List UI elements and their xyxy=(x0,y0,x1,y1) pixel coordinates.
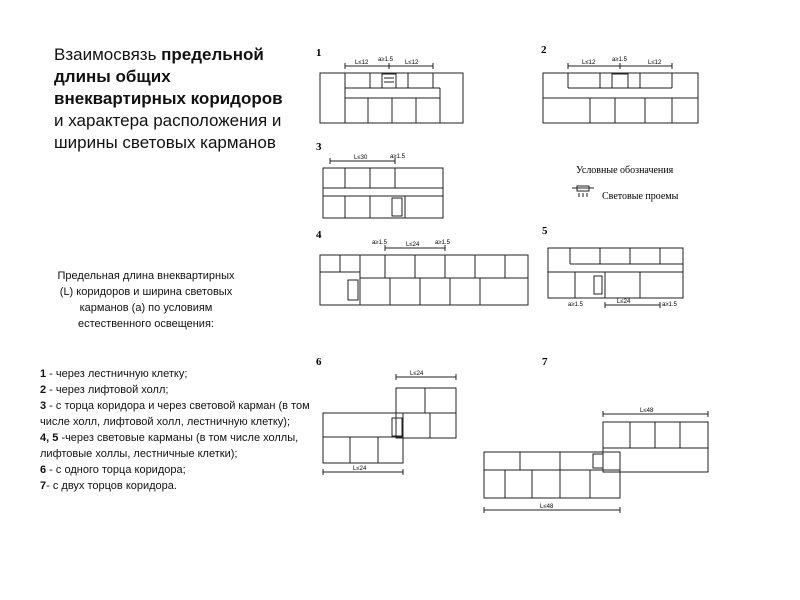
dim-label: a≥1.5 xyxy=(568,302,583,308)
dim-label: a≥1.5 xyxy=(390,154,405,160)
plan-number-3: 3 xyxy=(316,141,322,153)
plan-4 xyxy=(320,245,528,305)
legend-item-text: - через лестничную клетку; xyxy=(46,368,188,380)
dim-label: L≤24 xyxy=(406,242,420,248)
dim-label: L≤48 xyxy=(540,504,554,510)
legend-item-text: - с торца коридора и через световой карман (в том числе холл, лифтовой холл, лестничную клетку); xyxy=(40,400,310,428)
legend-item-num: 1 xyxy=(40,368,47,380)
legend-window-label: Световые проемы xyxy=(602,191,679,202)
plan-5 xyxy=(548,248,683,308)
legend-item-num: 3 xyxy=(40,400,47,412)
window-symbol-icon xyxy=(572,186,594,197)
plan-2 xyxy=(543,63,698,123)
legend-title: Условные обозначения xyxy=(576,165,674,176)
dim-label: L≤12 xyxy=(582,60,596,66)
plan-number-2: 2 xyxy=(541,44,547,56)
dim-label: L≤30 xyxy=(354,155,368,161)
legend-item-num: 7 xyxy=(40,480,47,492)
dim-label: L≤24 xyxy=(353,466,367,472)
legend-item-text: - с одного торца коридора; xyxy=(46,464,186,476)
dim-label: L≤48 xyxy=(640,408,654,414)
dim-label: a≥1.5 xyxy=(378,57,393,63)
legend-item-text: - через лифтовой холл; xyxy=(46,384,169,396)
plan-number-7: 7 xyxy=(542,356,548,368)
dim-label: L≤12 xyxy=(355,60,369,66)
legend-item-num: 4, 5 xyxy=(40,432,59,444)
plan-1 xyxy=(320,63,463,123)
title-part-1: Взаимосвязь xyxy=(54,45,162,64)
plan-number-1: 1 xyxy=(316,47,322,59)
legend-item-num: 2 xyxy=(40,384,47,396)
plan-number-5: 5 xyxy=(542,225,548,237)
plan-6 xyxy=(323,374,456,475)
title-part-3: и характера расположения и ширины световых карманов xyxy=(54,111,282,152)
dim-label: L≤12 xyxy=(648,60,662,66)
dim-label: L≤12 xyxy=(405,60,419,66)
plan-3 xyxy=(323,158,443,218)
legend-item-text: - с двух торцов коридора. xyxy=(46,480,177,492)
plan-number-4: 4 xyxy=(316,229,322,241)
title-part-2: предельной длины общих внеквартирных коридоров xyxy=(54,45,283,108)
dim-label: L≤24 xyxy=(617,299,631,305)
dim-label: L≤24 xyxy=(410,371,424,377)
plan-7 xyxy=(484,411,708,513)
legend-item-text: -через световые карманы (в том числе холлы, лифтовые холлы, лестничные клетки); xyxy=(40,432,299,460)
dim-label: a≥1.5 xyxy=(612,57,627,63)
figure-caption: Предельная длина внеквартирных (L) коридоров и ширина световых карманов (a) по условиям естественного освещения: xyxy=(57,270,235,330)
legend-item-num: 6 xyxy=(40,464,47,476)
dim-label: a≥1.5 xyxy=(662,302,677,308)
dim-label: a≥1.5 xyxy=(435,240,450,246)
dim-label: a≥1.5 xyxy=(372,240,387,246)
plan-number-6: 6 xyxy=(316,356,322,368)
